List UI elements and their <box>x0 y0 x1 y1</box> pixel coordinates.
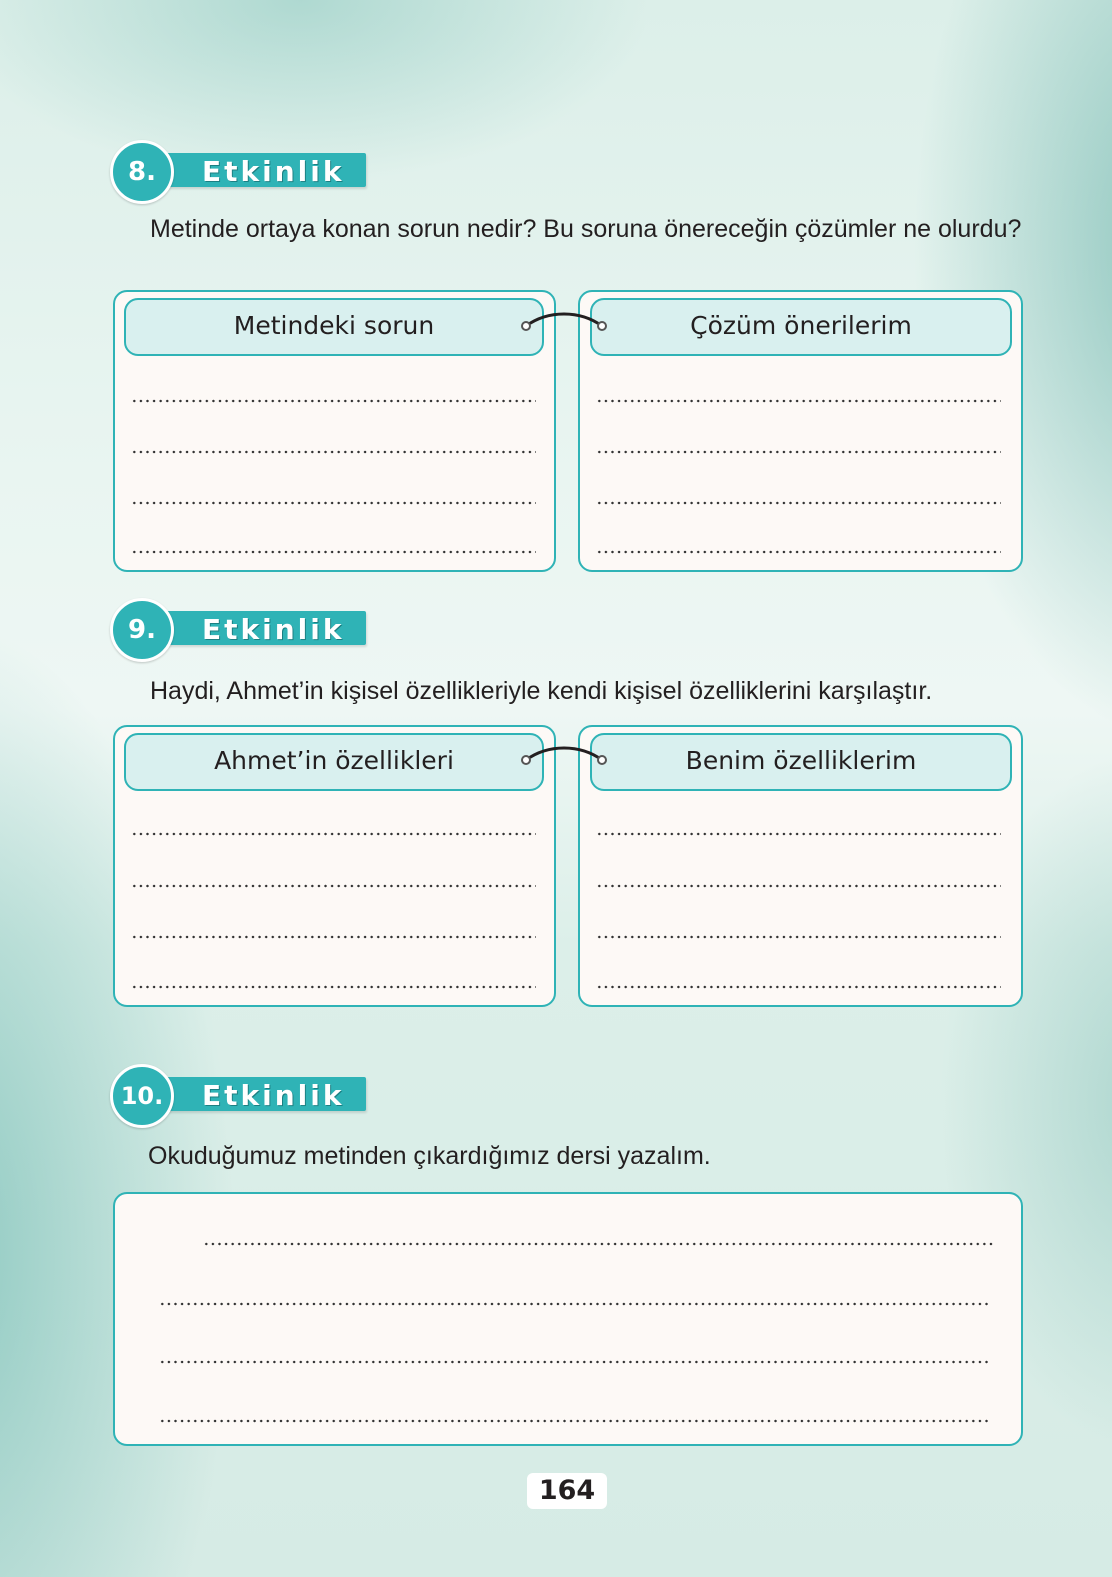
answer-line[interactable] <box>131 832 536 836</box>
activity-10-question: Okuduğumuz metinden çıkardığımız dersi yazalım. <box>148 1142 711 1170</box>
activity-10-badge <box>110 1064 366 1116</box>
answer-line[interactable] <box>596 985 1001 989</box>
answer-line[interactable] <box>159 1419 989 1423</box>
answer-line[interactable] <box>131 985 536 989</box>
answer-line[interactable] <box>131 550 536 554</box>
answer-line[interactable] <box>203 1242 993 1246</box>
activity-8-right-heading: Çözüm önerilerim <box>590 298 1012 356</box>
activity-10-answer-panel <box>113 1192 1023 1446</box>
activity-9-number: 9. <box>128 615 156 645</box>
activity-10-number: 10. <box>120 1082 164 1110</box>
answer-line[interactable] <box>596 935 1001 939</box>
answer-line[interactable] <box>131 501 536 505</box>
answer-line[interactable] <box>131 399 536 403</box>
activity-9-left-heading: Ahmet’in özellikleri <box>124 733 544 791</box>
answer-line[interactable] <box>596 550 1001 554</box>
activity-8-title: Etkinlik <box>202 155 345 188</box>
answer-line[interactable] <box>159 1302 989 1306</box>
activity-8-number: 8. <box>128 157 156 187</box>
answer-line[interactable] <box>131 935 536 939</box>
answer-line[interactable] <box>596 399 1001 403</box>
activity-8-badge <box>110 140 366 192</box>
answer-line[interactable] <box>596 501 1001 505</box>
answer-line[interactable] <box>596 450 1001 454</box>
activity-9-right-heading: Benim özelliklerim <box>590 733 1012 791</box>
page-number: 164 <box>527 1473 607 1509</box>
answer-line[interactable] <box>131 884 536 888</box>
answer-line[interactable] <box>596 884 1001 888</box>
activity-9-connector <box>518 742 610 768</box>
activity-8-left-heading: Metindeki sorun <box>124 298 544 356</box>
activity-10-title: Etkinlik <box>202 1079 345 1112</box>
answer-line[interactable] <box>596 832 1001 836</box>
answer-line[interactable] <box>159 1360 989 1364</box>
activity-9-badge <box>110 598 366 650</box>
answer-line[interactable] <box>131 450 536 454</box>
activity-9-title: Etkinlik <box>202 613 345 646</box>
activity-9-question: Haydi, Ahmet’in kişisel özellikleriyle kendi kişisel özelliklerini karşılaştır. <box>150 677 933 705</box>
activity-8-question: Metinde ortaya konan sorun nedir? Bu soruna önereceğin çözümler ne olurdu? <box>150 215 1022 243</box>
activity-8-connector <box>518 308 610 334</box>
